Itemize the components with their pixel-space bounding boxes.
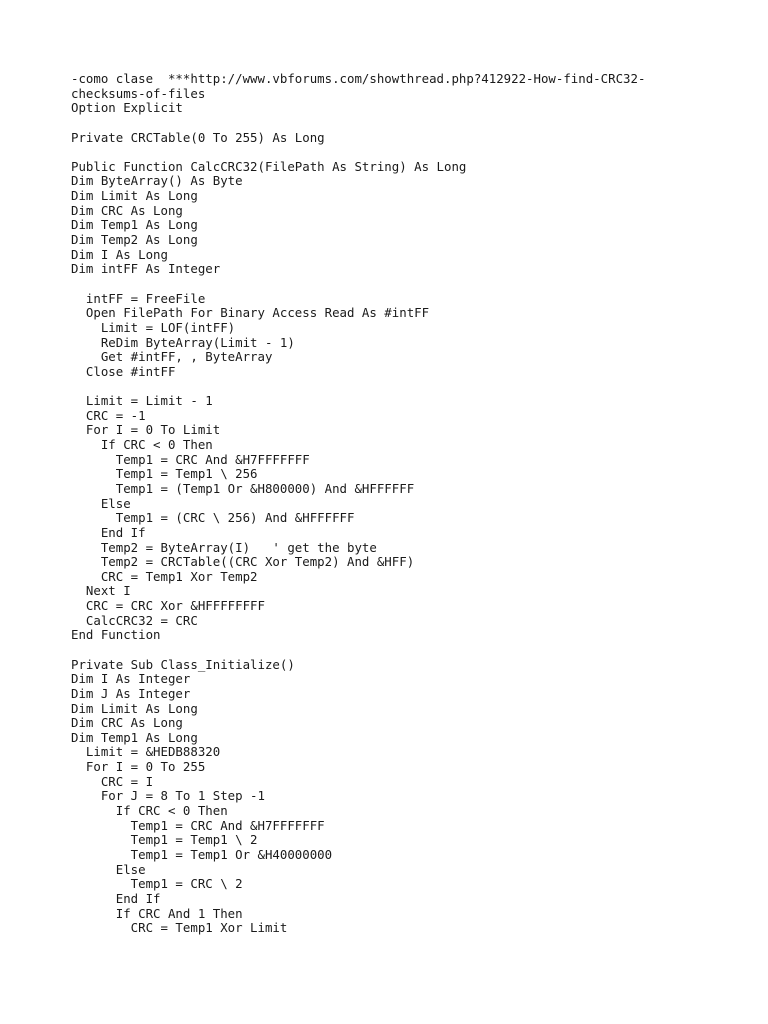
code-line: CRC = CRC Xor &HFFFFFFFF (71, 598, 265, 614)
code-line: checksums-of-files (71, 85, 206, 101)
code-line (71, 379, 645, 394)
code-line: Temp1 = CRC And &H7FFFFFFF (71, 451, 310, 467)
code-line: Dim J As Integer (71, 685, 191, 701)
code-line: Dim Temp1 As Long (71, 729, 198, 745)
code-line: For I = 0 To Limit (71, 422, 221, 438)
code-line: Dim I As Integer (71, 671, 191, 687)
code-line: Public Function CalcCRC32(FilePath As String) As Long (71, 158, 467, 174)
code-line (71, 145, 645, 160)
code-line: ReDim ByteArray(Limit - 1) (71, 334, 295, 350)
code-line: Temp1 = CRC \ 2 (71, 876, 243, 892)
code-line: End If (71, 890, 161, 906)
code-line: Dim Temp1 As Long (71, 217, 198, 233)
code-line: CRC = I (71, 773, 154, 789)
code-line: -como clase ***http://www.vbforums.com/showthread.php?412922-How-find-CRC32- (71, 71, 646, 86)
code-line: Temp2 = ByteArray(I) ' get the byte (71, 539, 377, 555)
code-line: Else (71, 495, 131, 511)
code-line: Next I (71, 583, 131, 599)
code-line: CRC = Temp1 Xor Temp2 (71, 568, 258, 584)
code-line: Temp1 = (CRC \ 256) And &HFFFFFF (71, 510, 355, 526)
code-line: Dim Temp2 As Long (71, 232, 198, 248)
code-line: CalcCRC32 = CRC (71, 612, 198, 628)
code-line: Dim Limit As Long (71, 188, 198, 204)
code-line: CRC = Temp1 Xor Limit (71, 920, 288, 936)
code-line: Temp1 = Temp1 \ 256 (71, 466, 258, 482)
code-line: Limit = Limit - 1 (71, 393, 213, 409)
code-line (71, 116, 645, 131)
code-line: For J = 8 To 1 Step -1 (71, 788, 265, 804)
code-line: Dim ByteArray() As Byte (71, 173, 243, 189)
code-line: End If (71, 524, 146, 540)
code-line: Else (71, 861, 146, 877)
code-line: If CRC < 0 Then (71, 803, 228, 819)
code-line: Temp1 = Temp1 Or &H40000000 (71, 846, 333, 862)
code-line: Close #intFF (71, 363, 176, 379)
code-line: For I = 0 To 255 (71, 759, 206, 775)
code-line: Limit = LOF(intFF) (71, 319, 236, 335)
code-line: If CRC < 0 Then (71, 437, 213, 453)
code-line: intFF = FreeFile (71, 290, 206, 306)
code-line (71, 277, 645, 292)
code-line: Option Explicit (71, 100, 183, 116)
code-line: If CRC And 1 Then (71, 905, 243, 921)
code-line: Temp1 = CRC And &H7FFFFFFF (71, 817, 325, 833)
code-line: Dim CRC As Long (71, 202, 183, 218)
code-listing (71, 72, 645, 936)
code-line: Dim I As Long (71, 246, 168, 262)
code-line: Private CRCTable(0 To 255) As Long (71, 129, 325, 145)
code-line: Private Sub Class_Initialize() (71, 656, 295, 672)
code-line: End Function (71, 627, 161, 643)
code-line: Limit = &HEDB88320 (71, 744, 221, 760)
code-line: Get #intFF, , ByteArray (71, 349, 273, 365)
code-line: Temp1 = (Temp1 Or &H800000) And &HFFFFFF (71, 480, 415, 496)
code-line: Temp1 = Temp1 \ 2 (71, 832, 258, 848)
code-line: Dim CRC As Long (71, 715, 183, 731)
code-line: Temp2 = CRCTable((CRC Xor Temp2) And &HFF) (71, 554, 415, 570)
code-line: Open FilePath For Binary Access Read As #intFF (71, 305, 430, 321)
code-line (71, 643, 645, 658)
code-line: Dim Limit As Long (71, 700, 198, 716)
code-line: Dim intFF As Integer (71, 261, 221, 277)
code-line: CRC = -1 (71, 407, 146, 423)
